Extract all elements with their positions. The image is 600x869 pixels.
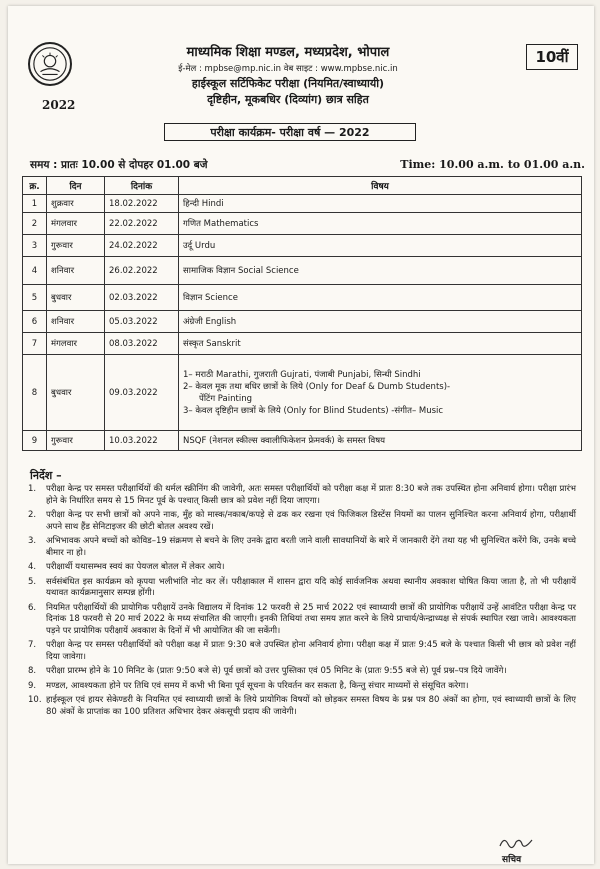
table-row [23, 195, 582, 213]
exam-subtitle: दृष्टिहीन, मूकबधिर (दिव्यांग) छात्र सहित [207, 93, 369, 106]
row-serial: 2 [23, 213, 47, 235]
table-row [23, 213, 582, 235]
note-text: परीक्षा केन्द्र पर समस्त परीक्षार्थियों की थर्मल स्क्रीनिंग की जावेगी, अतः समस्त परीक्षार्थियों को परीक्षा कक्ष में प्रातः 8:30 बजे तक उपस्थित होना अनिवार्य होगा। परीक्षा प्रारंभ होने के निर्धारित समय से 15 मिनट पूर्व के पश्चात् किसी छात्र को प्रवेश नहीं दिया जाएगा। [46, 484, 576, 506]
row-date: 22.02.2022 [105, 213, 179, 235]
table-header-row [23, 177, 582, 195]
table-row [23, 235, 582, 257]
note-number: 7. [28, 640, 37, 650]
contact-line: ई-मेल : mpbse@mp.nic.in वेब साइट : www.mpbse.nic.in [178, 64, 398, 74]
note-number: 4. [28, 562, 37, 572]
note-text: परीक्षा प्रारम्भ होने के 10 मिनिट के (प्रातः 9:50 बजे से) पूर्व छात्रों को उत्तर पुस्तिका एवं 05 मिनिट के (प्रातः 9:55 बजे से) पूर्व प्रश्न–पत्र दिये जावेंगे। [46, 666, 507, 676]
note-text: अभिभावक अपने बच्चों को कोविड–19 संक्रमण से बचने के लिए उनके द्वारा बरती जाने वाली सावधानियों के बारे में जानकारी देंगे तथा यह भी सुनिश्चित करेंगे कि, उनके बच्चे बीमार ना हो। [46, 536, 576, 558]
note-number: 2. [28, 510, 37, 520]
instructions-heading: निर्देश – [30, 469, 62, 482]
list-item [28, 562, 576, 574]
program-title: परीक्षा कार्यक्रम- परीक्षा वर्ष — 2022 [164, 123, 416, 141]
subject-line: विज्ञान Science [183, 292, 238, 303]
subject-line: उर्दू Urdu [183, 240, 216, 251]
table-row [23, 257, 582, 285]
row-subject [179, 285, 582, 311]
row-date: 10.03.2022 [105, 431, 179, 451]
row-serial: 7 [23, 333, 47, 355]
note-number: 5. [28, 576, 37, 587]
row-subject [179, 213, 582, 235]
table-row [23, 311, 582, 333]
subject-line: 2– केवल मूक तथा बधिर छात्रों के लिये (Only for Deaf & Dumb Students)- [183, 381, 451, 392]
row-day: मंगलवार [47, 333, 105, 355]
subject-line: NSQF (नेशनल स्कील्स क्वालीफिकेशन फ्रेमवर्क) के समस्त विषय [183, 435, 386, 446]
exam-name: हाईस्कूल सर्टिफिकेट परीक्षा (नियमित/स्वाध्यायी) [191, 77, 385, 90]
note-text: नियमित परीक्षार्थियों की प्रायोगिक परीक्षायें उनके विद्यालय में दिनांक 12 फरवरी से 25 मार्च 2022 एवं स्वाध्यायी छात्रों की प्रायोगिक परीक्षायें उन्हें आवंटित परीक्षा केन्द्र पर दिनांक 18 फरवरी से 20 मार्च 2022 के मध्य संचालित की जाएगी। इनकी तिथियां तथा समय ज्ञात करने के लिये प्राचार्य/केन्द्राध्यक्ष से संपर्क स्थापित रखा जावे। आवश्यकता पड़ने पर प्रायोगिक परीक्षायें अवकाश के दिनों में भी आयोजित की जा सकेंगी। [46, 602, 576, 636]
row-subject [179, 431, 582, 451]
row-serial: 1 [23, 195, 47, 213]
note-number: 6. [28, 602, 37, 613]
note-number: 10. [28, 695, 42, 705]
row-date: 26.02.2022 [105, 257, 179, 285]
row-day: शुक्रवार [47, 195, 105, 213]
schedule-table [22, 176, 582, 451]
note-text: सर्वसंबंधित इस कार्यक्रम को कृपया भलीभांति नोट कर लें। परीक्षाकाल में शासन द्वारा यदि कोई सार्वजनिक अथवा स्थानीय अवकाश घोषित किया जाता है, तो भी परीक्षायें यथावत कार्यक्रमानुसार सम्पन्न होंगी। [46, 576, 576, 598]
class-badge: 10वीं [526, 44, 578, 70]
instructions-list [28, 484, 576, 721]
subject-line: संस्कृत Sanskrit [183, 338, 241, 349]
note-text: परीक्षा केन्द्र पर सभी छात्रों को अपने नाक, मुँह को मास्क/नकाब/कपड़े से ढक कर रखना एवं फिजिकल डिस्टेंस नियमों का पालन सुनिश्चित करना अनिवार्य होगा, परीक्षार्थी अपने साथ हैंड सेनिटाइजर की छोटी बोतल अवश्य रखें। [46, 510, 576, 532]
board-title: माध्यमिक शिक्षा मण्डल, मध्यप्रदेश, भोपाल [186, 45, 390, 60]
subject-line: 1– मराठी Marathi, गुजराती Gujrati, पंजाबी Punjabi, सिन्धी Sindhi [183, 369, 421, 380]
row-date: 02.03.2022 [105, 285, 179, 311]
board-emblem-icon [28, 42, 72, 86]
row-day: मंगलवार [47, 213, 105, 235]
subject-line: 3– केवल दृष्टिहीन छात्रों के लिये (Only for Blind Students) -संगीत– Music [183, 405, 444, 416]
header [128, 44, 448, 108]
row-serial: 5 [23, 285, 47, 311]
list-item [28, 577, 576, 600]
row-day: गुरूवार [47, 235, 105, 257]
row-serial: 8 [23, 355, 47, 431]
note-text: मण्डल, आवश्यकता होने पर तिथि एवं समय में कभी भी बिना पूर्व सूचना के परिवर्तन कर सकता है, किन्तु संचार माध्यमों से संसूचित करेगा। [46, 680, 469, 691]
row-serial: 3 [23, 235, 47, 257]
note-number: 1. [28, 484, 37, 494]
row-subject [179, 235, 582, 257]
list-item [28, 603, 576, 638]
time-english: Time: 10.00 a.m. to 01.00 a.n. [400, 158, 585, 171]
row-day: शनिवार [47, 311, 105, 333]
time-row [30, 158, 585, 174]
subject-line: गणित Mathematics [183, 218, 259, 229]
note-text: परीक्षा केन्द्र पर समस्त परीक्षार्थियों को परीक्षा कक्ष में प्रातः 9:30 बजे उपस्थित होना अनिवार्य होगा। परीक्षा कक्ष में प्रातः 9:45 बजे के पश्चात किसी भी छात्र को प्रवेश नहीं दिया जावेगा। [46, 640, 576, 662]
row-subject [179, 257, 582, 285]
row-day: गुरूवार [47, 431, 105, 451]
secretary-label: सचिव [502, 855, 522, 865]
table-row [23, 355, 582, 431]
list-item [28, 484, 576, 507]
year-label: 2022 [42, 98, 76, 112]
subject-line: अंग्रेजी English [183, 316, 237, 327]
note-number: 9. [28, 680, 37, 691]
row-date: 05.03.2022 [105, 311, 179, 333]
row-date: 08.03.2022 [105, 333, 179, 355]
list-item [28, 510, 576, 533]
subject-line: सामाजिक विज्ञान Social Science [183, 265, 299, 276]
table-row [23, 333, 582, 355]
row-date: 18.02.2022 [105, 195, 179, 213]
header-subject: विषय [179, 177, 582, 195]
row-day: बुधवार [47, 355, 105, 431]
row-subject [179, 355, 582, 431]
notice-page [8, 6, 594, 864]
header-serial: क्र. [23, 177, 47, 195]
note-number: 8. [28, 666, 37, 676]
time-hindi: समय : प्रातः 10.00 से दोपहर 01.00 बजे [30, 159, 208, 171]
table-row [23, 431, 582, 451]
row-date: 09.03.2022 [105, 355, 179, 431]
row-serial: 4 [23, 257, 47, 285]
row-subject [179, 311, 582, 333]
subject-line: हिन्दी Hindi [183, 198, 224, 209]
signature-mark [496, 832, 536, 852]
list-item [28, 666, 576, 678]
row-serial: 6 [23, 311, 47, 333]
list-item [28, 640, 576, 663]
table-row [23, 285, 582, 311]
row-subject [179, 195, 582, 213]
list-item [28, 681, 576, 693]
note-text: हाईस्कूल एवं हायर सेकेण्डरी के नियमित एवं स्वाध्यायी छात्रों के लिये प्रायोगिक विषयों को छोड़कर समस्त विषय के प्रश्न पत्र 80 अंकों का होगा, एवं स्वाध्यायी छात्रों के लिए 80 अंकों के प्राप्तांक का 100 प्रतिशत अधिभार देकर अंकसूची प्रदाय की जावेगी। [46, 695, 576, 717]
list-item [28, 695, 576, 718]
subject-line: पेंटिंग Painting [199, 393, 252, 404]
list-item [28, 536, 576, 559]
row-day: बुधवार [47, 285, 105, 311]
row-subject [179, 333, 582, 355]
row-day: शनिवार [47, 257, 105, 285]
note-number: 3. [28, 536, 37, 546]
header-date: दिनांक [105, 177, 179, 195]
row-date: 24.02.2022 [105, 235, 179, 257]
row-serial: 9 [23, 431, 47, 451]
header-day: दिन [47, 177, 105, 195]
note-text: परीक्षार्थी यथासम्भव स्वयं का पेयजल बोतल में लेकर आये। [46, 562, 225, 572]
